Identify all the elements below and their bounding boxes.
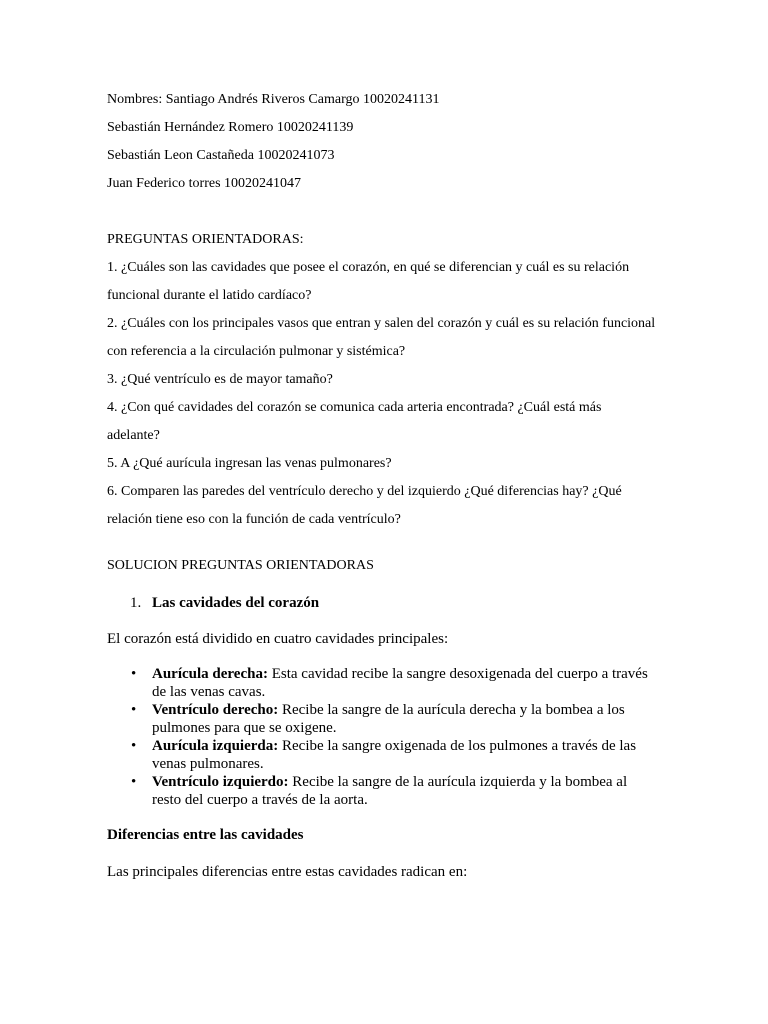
- question-line: relación tiene eso con la función de cada ventrículo?: [107, 512, 401, 527]
- intro-paragraph: El corazón está dividido en cuatro cavidades principales:: [107, 631, 449, 647]
- list-item-text: Recibe la sangre oxigenada de los pulmones a través de las: [282, 738, 637, 754]
- question-line: 3. ¿Qué ventrículo es de mayor tamaño?: [107, 372, 333, 387]
- author-line: Juan Federico torres 10020241047: [107, 176, 302, 191]
- bullet-icon: •: [131, 774, 137, 790]
- questions-title: PREGUNTAS ORIENTADORAS:: [107, 232, 304, 247]
- question-line: 5. A ¿Qué aurícula ingresan las venas pulmonares?: [107, 456, 392, 471]
- question-line: 4. ¿Con qué cavidades del corazón se comunica cada arteria encontrada? ¿Cuál está más: [107, 400, 602, 415]
- question-line: adelante?: [107, 428, 160, 443]
- list-item: [107, 773, 667, 809]
- list-item-term: Aurícula derecha:: [152, 666, 268, 682]
- section-number: 1.: [130, 595, 142, 611]
- question-line: 1. ¿Cuáles son las cavidades que posee el corazón, en qué se diferencian y cuál es su relación: [107, 260, 630, 275]
- bullet-icon: •: [131, 738, 137, 754]
- list-item-text: de las venas cavas.: [152, 684, 266, 700]
- list-item-text: Recibe la sangre de la aurícula izquierda y la bombea al: [292, 774, 628, 790]
- list-item-text: venas pulmonares.: [152, 756, 264, 772]
- question-line: 6. Comparen las paredes del ventrículo derecho y del izquierdo ¿Qué diferencias hay? ¿Qué: [107, 484, 622, 499]
- solution-title: SOLUCION PREGUNTAS ORIENTADORAS: [107, 558, 374, 573]
- question-line: con referencia a la circulación pulmonar y sistémica?: [107, 344, 406, 359]
- list-item-term: Aurícula izquierda:: [152, 738, 279, 754]
- differences-heading-text: Diferencias entre las cavidades: [107, 827, 304, 843]
- list-item-text: pulmones para que se oxigene.: [152, 720, 337, 736]
- list-item: [107, 737, 667, 773]
- list-item-term: Ventrículo derecho:: [152, 702, 279, 718]
- section-heading-text: Las cavidades del corazón: [152, 595, 320, 611]
- list-item-text: Esta cavidad recibe la sangre desoxigenada del cuerpo a través: [271, 666, 648, 682]
- bullet-icon: •: [131, 666, 137, 682]
- question-line: 2. ¿Cuáles con los principales vasos que entran y salen del corazón y cuál es su relación funcional: [107, 316, 656, 331]
- bullet-icon: •: [131, 702, 137, 718]
- question-line: funcional durante el latido cardíaco?: [107, 288, 312, 303]
- differences-heading: [107, 826, 304, 844]
- author-line: Sebastián Hernández Romero 10020241139: [107, 120, 354, 135]
- author-line: Sebastián Leon Castañeda 10020241073: [107, 148, 335, 163]
- author-line: Nombres: Santiago Andrés Riveros Camargo 10020241131: [107, 92, 440, 107]
- list-item: [107, 701, 667, 737]
- list-item: [107, 665, 667, 701]
- cavities-list: [107, 665, 667, 809]
- list-item-text: resto del cuerpo a través de la aorta.: [152, 792, 368, 808]
- section-heading: [130, 594, 319, 612]
- differences-intro: Las principales diferencias entre estas cavidades radican en:: [107, 864, 468, 880]
- list-item-text: Recibe la sangre de la aurícula derecha y la bombea a los: [281, 702, 625, 718]
- list-item-term: Ventrículo izquierdo:: [152, 774, 289, 790]
